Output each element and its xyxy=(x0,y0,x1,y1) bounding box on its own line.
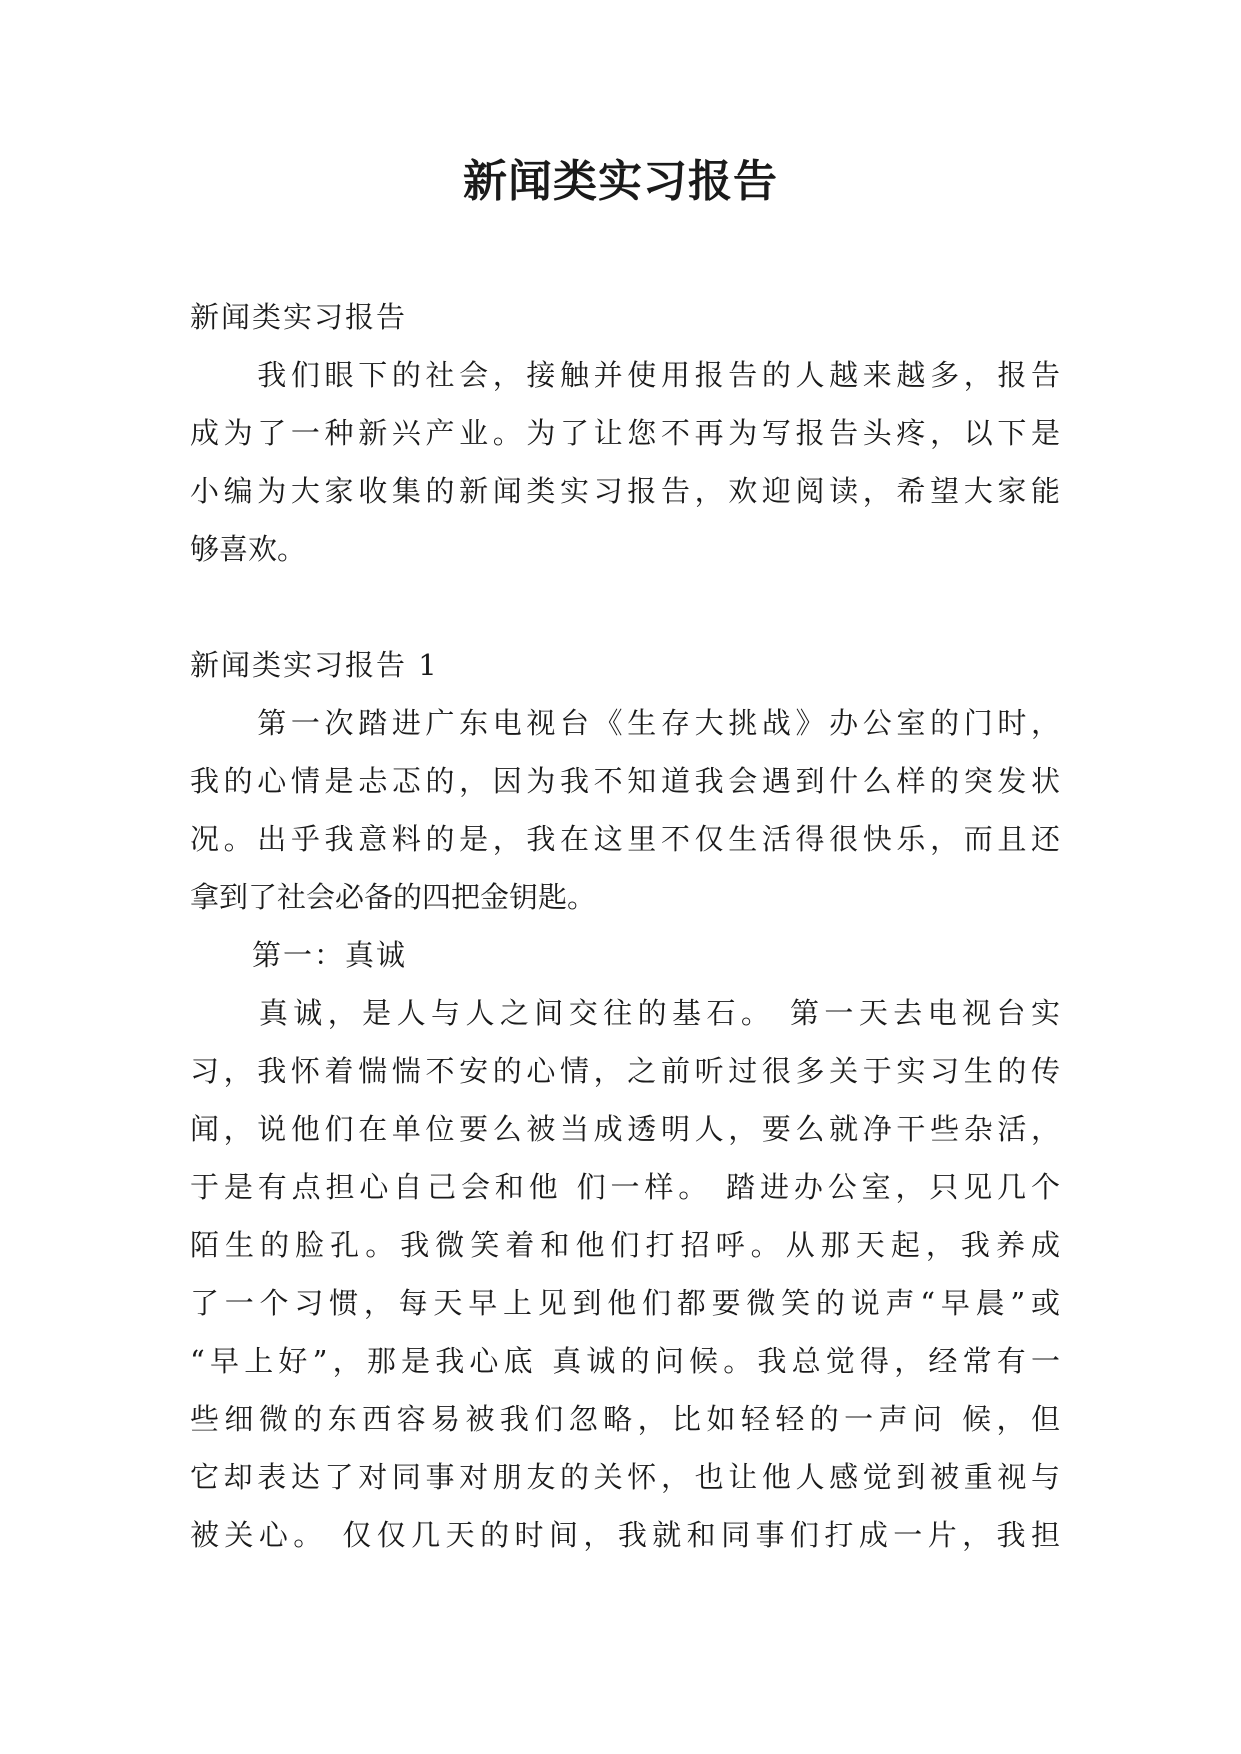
paragraph-line: 第一次踏进广东电视台《生存大挑战》办公室的门时， xyxy=(190,706,1060,740)
section-paragraph-1 xyxy=(190,694,1060,926)
paragraph-line: 真诚，是人与人之间交往的基石。 第一天去电视台实 xyxy=(190,996,1060,1030)
point-1-paragraph xyxy=(190,984,1060,1564)
paragraph-line: 于是有点担心自己会和他 们一样。 踏进办公室，只见几个 xyxy=(190,1170,1060,1204)
paragraph-line: 够喜欢。 xyxy=(190,532,307,566)
document-title: 新闻类实习报告 xyxy=(463,156,778,207)
paragraph-line: 小编为大家收集的新闻类实习报告，欢迎阅读，希望大家能 xyxy=(190,474,1060,508)
paragraph-line: 闻，说他们在单位要么被当成透明人，要么就净干些杂活， xyxy=(190,1112,1060,1146)
paragraph-line: 拿到了社会必备的四把金钥匙。 xyxy=(190,880,597,914)
paragraph-line: 习，我怀着惴惴不安的心情，之前听过很多关于实习生的传 xyxy=(190,1054,1060,1088)
paragraph-line: 我们眼下的社会，接触并使用报告的人越来越多，报告 xyxy=(190,358,1060,392)
point-heading: 第一：真诚 xyxy=(190,938,408,972)
paragraph-line: 况。出乎我意料的是，我在这里不仅生活得很快乐，而且还 xyxy=(190,822,1060,856)
paragraph-line: “早上好”，那是我心底 真诚的问候。我总觉得，经常有一 xyxy=(190,1344,1060,1378)
paragraph-line: 了一个习惯，每天早上见到他们都要微笑的说声“早晨”或 xyxy=(190,1286,1060,1320)
paragraph-line: 陌生的脸孔。我微笑着和他们打招呼。从那天起，我养成 xyxy=(190,1228,1060,1262)
paragraph-line: 被关心。 仅仅几天的时间，我就和同事们打成一片，我担 xyxy=(190,1518,1060,1552)
paragraph-line: 成为了一种新兴产业。为了让您不再为写报告头疼，以下是 xyxy=(190,416,1060,450)
paragraph-gap xyxy=(190,578,1060,636)
subtitle: 新闻类实习报告 xyxy=(190,300,408,334)
section-heading: 新闻类实习报告 1 xyxy=(190,648,439,682)
paragraph-line: 它却表达了对同事对朋友的关怀，也让他人感觉到被重视与 xyxy=(190,1460,1060,1494)
intro-paragraph xyxy=(190,346,1060,578)
paragraph-line: 我的心情是忐忑的，因为我不知道我会遇到什么样的突发状 xyxy=(190,764,1060,798)
paragraph-line: 些细微的东西容易被我们忽略，比如轻轻的一声问 候，但 xyxy=(190,1402,1060,1436)
document-body xyxy=(190,288,1060,1564)
